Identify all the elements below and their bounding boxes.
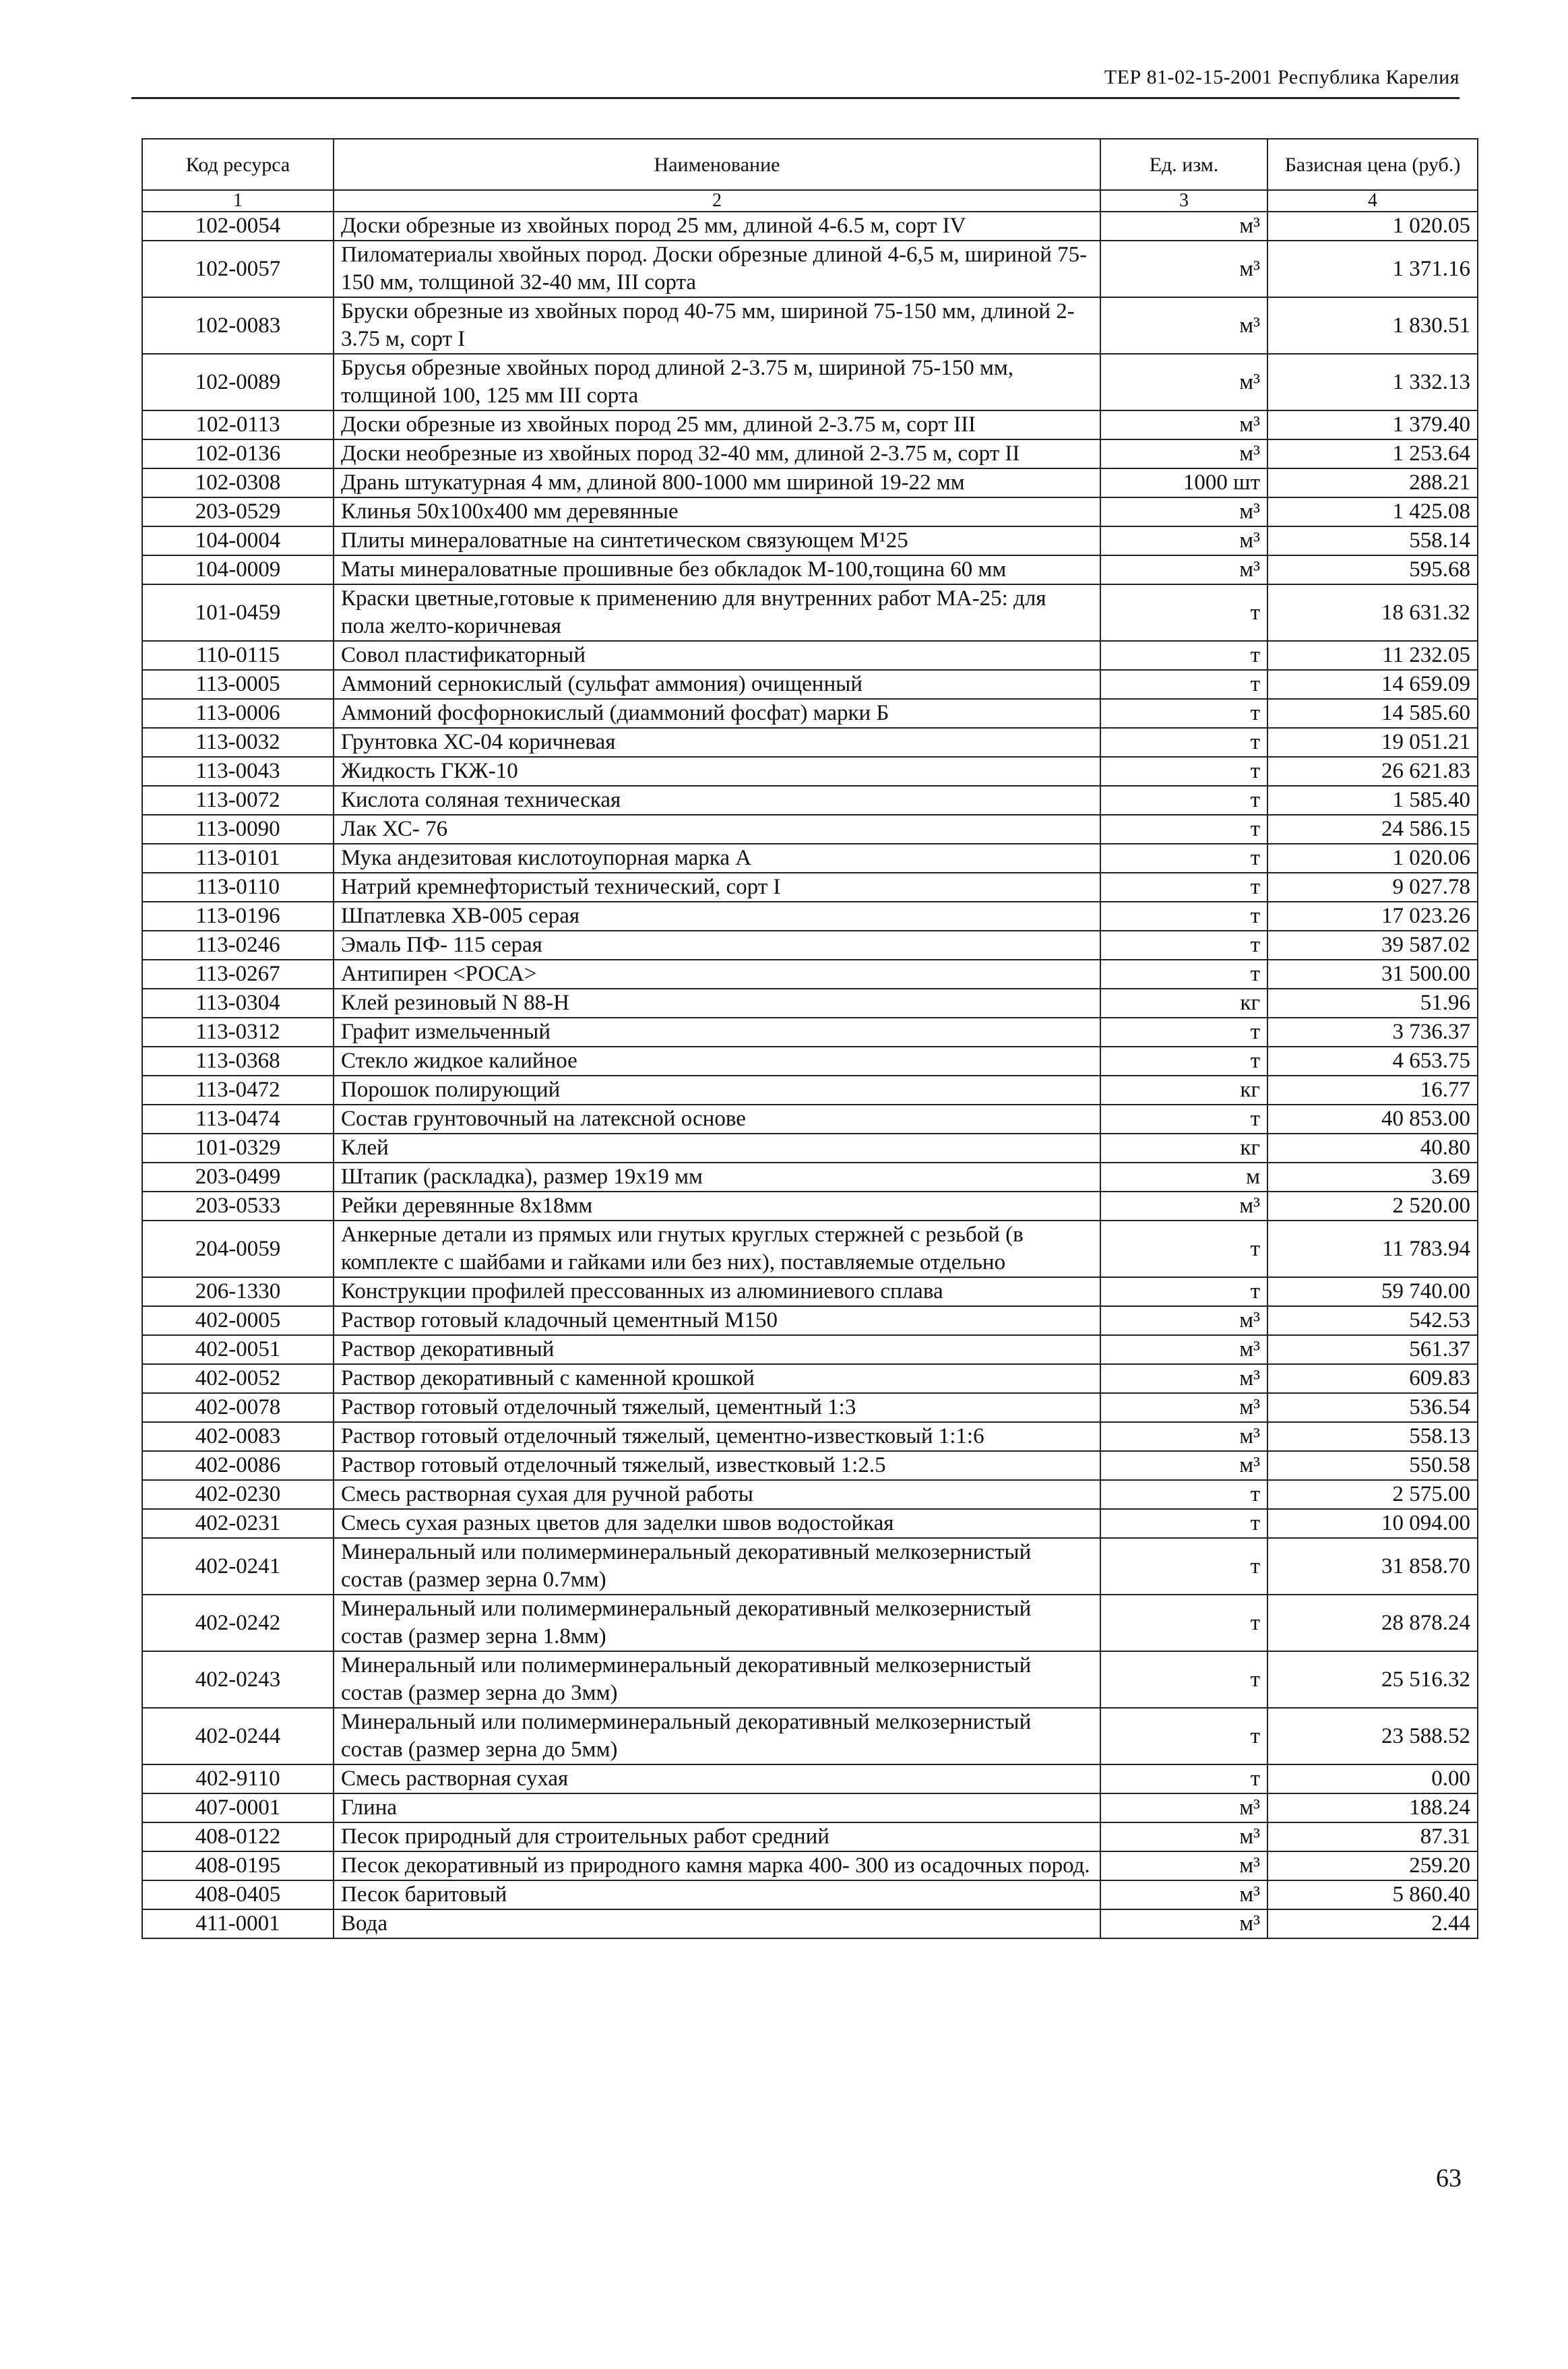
resource-code: 402-0242 xyxy=(142,1595,334,1651)
resource-name: Минеральный или полимерминеральный декоративный мелкозернистый состав (размер зерна до 3мм) xyxy=(334,1651,1100,1708)
resource-unit: т xyxy=(1100,1221,1267,1277)
resource-code: 104-0004 xyxy=(142,526,334,555)
resource-code: 402-0078 xyxy=(142,1393,334,1422)
resource-code: 402-0051 xyxy=(142,1335,334,1364)
resource-unit: т xyxy=(1100,931,1267,960)
resource-unit: т xyxy=(1100,641,1267,670)
table-row xyxy=(142,1277,1478,1306)
table-row xyxy=(142,1822,1478,1851)
header-unit: Ед. изм. xyxy=(1100,139,1267,190)
resource-name: Дрань штукатурная 4 мм, длиной 800-1000 мм шириной 19-22 мм xyxy=(334,468,1100,497)
table-row xyxy=(142,873,1478,902)
table-row xyxy=(142,1163,1478,1192)
resource-code: 203-0529 xyxy=(142,497,334,526)
resource-unit: т xyxy=(1100,1480,1267,1509)
resource-price: 59 740.00 xyxy=(1267,1277,1478,1306)
resource-code: 102-0308 xyxy=(142,468,334,497)
resource-unit: т xyxy=(1100,1595,1267,1651)
resource-name: Песок декоративный из природного камня марка 400- 300 из осадочных пород. xyxy=(334,1851,1100,1880)
table-row xyxy=(142,1047,1478,1076)
resource-unit: т xyxy=(1100,757,1267,786)
resource-price: 31 858.70 xyxy=(1267,1538,1478,1595)
table-row xyxy=(142,902,1478,931)
resource-price: 17 023.26 xyxy=(1267,902,1478,931)
resource-name: Глина xyxy=(334,1793,1100,1822)
resource-name: Брусья обрезные хвойных пород длиной 2-3.75 м, шириной 75-150 мм, толщиной 100, 125 мм III сорта xyxy=(334,354,1100,410)
resource-name: Смесь сухая разных цветов для заделки швов водостойкая xyxy=(334,1509,1100,1538)
table-row xyxy=(142,989,1478,1018)
resource-name: Минеральный или полимерминеральный декоративный мелкозернистый состав (размер зерна до 5мм) xyxy=(334,1708,1100,1764)
resource-name: Лак ХС- 76 xyxy=(334,815,1100,844)
resource-code: 113-0043 xyxy=(142,757,334,786)
resource-unit: м³ xyxy=(1100,1822,1267,1851)
table-row xyxy=(142,497,1478,526)
resource-price: 1 253.64 xyxy=(1267,439,1478,468)
resource-price: 3.69 xyxy=(1267,1163,1478,1192)
resource-unit: т xyxy=(1100,844,1267,873)
table-row xyxy=(142,844,1478,873)
resource-unit: м³ xyxy=(1100,555,1267,584)
resource-code: 203-0499 xyxy=(142,1163,334,1192)
column-number-row xyxy=(142,190,1478,212)
resource-code: 408-0195 xyxy=(142,1851,334,1880)
resource-name: Минеральный или полимерминеральный декоративный мелкозернистый состав (размер зерна 1.8мм) xyxy=(334,1595,1100,1651)
table-row xyxy=(142,1651,1478,1708)
resource-name: Доски обрезные из хвойных пород 25 мм, длиной 2-3.75 м, сорт III xyxy=(334,410,1100,439)
resource-name: Клинья 50х100х400 мм деревянные xyxy=(334,497,1100,526)
resource-price: 10 094.00 xyxy=(1267,1509,1478,1538)
resource-unit: м³ xyxy=(1100,497,1267,526)
resource-price: 26 621.83 xyxy=(1267,757,1478,786)
resource-code: 113-0032 xyxy=(142,728,334,757)
resource-name: Клей xyxy=(334,1134,1100,1163)
resource-code: 113-0090 xyxy=(142,815,334,844)
table-header-row xyxy=(142,139,1478,190)
table-row xyxy=(142,1364,1478,1393)
header-code: Код ресурса xyxy=(142,139,334,190)
table-row xyxy=(142,1105,1478,1134)
resource-name: Раствор готовый отделочный тяжелый, известковый 1:2.5 xyxy=(334,1451,1100,1480)
resource-price: 550.58 xyxy=(1267,1451,1478,1480)
resource-code: 113-0246 xyxy=(142,931,334,960)
resource-code: 110-0115 xyxy=(142,641,334,670)
resource-unit: м³ xyxy=(1100,1851,1267,1880)
table-row xyxy=(142,241,1478,297)
resource-unit: т xyxy=(1100,1509,1267,1538)
resource-code: 102-0136 xyxy=(142,439,334,468)
resource-unit: м³ xyxy=(1100,1306,1267,1335)
resource-name: Песок баритовый xyxy=(334,1880,1100,1909)
resource-code: 203-0533 xyxy=(142,1192,334,1221)
resource-unit: т xyxy=(1100,728,1267,757)
resource-code: 102-0089 xyxy=(142,354,334,410)
document-header-title: ТЕР 81-02-15-2001 Республика Карелия xyxy=(1104,66,1460,88)
resource-price: 3 736.37 xyxy=(1267,1018,1478,1047)
resource-price: 18 631.32 xyxy=(1267,584,1478,641)
resource-name: Краски цветные,готовые к применению для внутренних работ МА-25: для пола желто-коричневая xyxy=(334,584,1100,641)
resource-unit: м³ xyxy=(1100,1192,1267,1221)
resource-code: 113-0005 xyxy=(142,670,334,699)
resource-code: 101-0329 xyxy=(142,1134,334,1163)
table-row xyxy=(142,1509,1478,1538)
resource-unit: м³ xyxy=(1100,526,1267,555)
resource-unit: м³ xyxy=(1100,241,1267,297)
resource-name: Раствор декоративный xyxy=(334,1335,1100,1364)
table-row xyxy=(142,526,1478,555)
resource-unit: м³ xyxy=(1100,1451,1267,1480)
resource-unit: т xyxy=(1100,960,1267,989)
resource-code: 102-0113 xyxy=(142,410,334,439)
resource-name: Графит измельченный xyxy=(334,1018,1100,1047)
resource-name: Раствор декоративный с каменной крошкой xyxy=(334,1364,1100,1393)
resource-price: 23 588.52 xyxy=(1267,1708,1478,1764)
table-row xyxy=(142,410,1478,439)
table-row xyxy=(142,1076,1478,1105)
resource-unit: м³ xyxy=(1100,354,1267,410)
resource-name: Песок природный для строительных работ средний xyxy=(334,1822,1100,1851)
resource-code: 113-0006 xyxy=(142,699,334,728)
resource-code: 104-0009 xyxy=(142,555,334,584)
resource-code: 402-0244 xyxy=(142,1708,334,1764)
resource-price: 188.24 xyxy=(1267,1793,1478,1822)
resource-price: 558.13 xyxy=(1267,1422,1478,1451)
table-row xyxy=(142,786,1478,815)
resource-code: 113-0072 xyxy=(142,786,334,815)
resource-unit: т xyxy=(1100,699,1267,728)
header-price: Базисная цена (руб.) xyxy=(1267,139,1478,190)
resource-price: 1 379.40 xyxy=(1267,410,1478,439)
resource-unit: кг xyxy=(1100,989,1267,1018)
resource-code: 204-0059 xyxy=(142,1221,334,1277)
resource-unit: м³ xyxy=(1100,1422,1267,1451)
resource-price: 561.37 xyxy=(1267,1335,1478,1364)
resource-unit: т xyxy=(1100,1047,1267,1076)
table-row xyxy=(142,1793,1478,1822)
table-row xyxy=(142,1422,1478,1451)
resource-name: Кислота соляная техническая xyxy=(334,786,1100,815)
resource-name: Жидкость ГКЖ-10 xyxy=(334,757,1100,786)
resource-code: 113-0267 xyxy=(142,960,334,989)
resource-price: 542.53 xyxy=(1267,1306,1478,1335)
table-row xyxy=(142,1335,1478,1364)
resource-code: 206-1330 xyxy=(142,1277,334,1306)
resource-price: 1 332.13 xyxy=(1267,354,1478,410)
table-row xyxy=(142,815,1478,844)
resource-price: 2 575.00 xyxy=(1267,1480,1478,1509)
resource-code: 408-0122 xyxy=(142,1822,334,1851)
header-name: Наименование xyxy=(334,139,1100,190)
table-row xyxy=(142,1595,1478,1651)
resource-unit: т xyxy=(1100,1764,1267,1793)
table-row xyxy=(142,1306,1478,1335)
table-row xyxy=(142,699,1478,728)
resource-price: 31 500.00 xyxy=(1267,960,1478,989)
resource-code: 402-0241 xyxy=(142,1538,334,1595)
resource-name: Анкерные детали из прямых или гнутых круглых стержней с резьбой (в комплекте с шайбами и гайками или без них), поставляемые отдельно xyxy=(334,1221,1100,1277)
table-row xyxy=(142,1018,1478,1047)
resource-name: Вода xyxy=(334,1909,1100,1938)
resource-price: 24 586.15 xyxy=(1267,815,1478,844)
resource-price: 40.80 xyxy=(1267,1134,1478,1163)
resource-code: 411-0001 xyxy=(142,1909,334,1938)
resource-price-table xyxy=(142,138,1478,1939)
table-row xyxy=(142,1393,1478,1422)
resource-unit: м³ xyxy=(1100,1793,1267,1822)
resource-price: 536.54 xyxy=(1267,1393,1478,1422)
table-row xyxy=(142,757,1478,786)
resource-name: Грунтовка ХС-04 коричневая xyxy=(334,728,1100,757)
table-row xyxy=(142,1480,1478,1509)
resource-price: 51.96 xyxy=(1267,989,1478,1018)
resource-price: 288.21 xyxy=(1267,468,1478,497)
resource-price: 19 051.21 xyxy=(1267,728,1478,757)
resource-code: 402-0243 xyxy=(142,1651,334,1708)
resource-price: 14 659.09 xyxy=(1267,670,1478,699)
resource-unit: м³ xyxy=(1100,1335,1267,1364)
resource-name: Рейки деревянные 8х18мм xyxy=(334,1192,1100,1221)
resource-price: 0.00 xyxy=(1267,1764,1478,1793)
resource-price: 595.68 xyxy=(1267,555,1478,584)
column-number: 1 xyxy=(142,190,334,212)
resource-price: 609.83 xyxy=(1267,1364,1478,1393)
resource-unit: кг xyxy=(1100,1076,1267,1105)
resource-code: 402-9110 xyxy=(142,1764,334,1793)
resource-price: 14 585.60 xyxy=(1267,699,1478,728)
resource-price: 5 860.40 xyxy=(1267,1880,1478,1909)
resource-price: 1 020.05 xyxy=(1267,212,1478,241)
resource-unit: кг xyxy=(1100,1134,1267,1163)
resource-unit: т xyxy=(1100,1651,1267,1708)
table-row xyxy=(142,931,1478,960)
resource-code: 113-0312 xyxy=(142,1018,334,1047)
resource-name: Конструкции профилей прессованных из алюминиевого сплава xyxy=(334,1277,1100,1306)
resource-name: Аммоний фосфорнокислый (диаммоний фосфат) марки Б xyxy=(334,699,1100,728)
resource-name: Доски необрезные из хвойных пород 32-40 мм, длиной 2-3.75 м, сорт II xyxy=(334,439,1100,468)
resource-unit: т xyxy=(1100,1105,1267,1134)
resource-name: Состав грунтовочный на латексной основе xyxy=(334,1105,1100,1134)
table-row xyxy=(142,297,1478,354)
resource-unit: т xyxy=(1100,584,1267,641)
table-row xyxy=(142,670,1478,699)
resource-name: Бруски обрезные из хвойных пород 40-75 мм, шириной 75-150 мм, длиной 2-3.75 м, сорт I xyxy=(334,297,1100,354)
resource-unit: т xyxy=(1100,1538,1267,1595)
resource-price: 39 587.02 xyxy=(1267,931,1478,960)
resource-code: 113-0101 xyxy=(142,844,334,873)
resource-price: 9 027.78 xyxy=(1267,873,1478,902)
resource-name: Смесь растворная сухая для ручной работы xyxy=(334,1480,1100,1509)
table-row xyxy=(142,1538,1478,1595)
resource-price: 1 020.06 xyxy=(1267,844,1478,873)
table-row xyxy=(142,1909,1478,1938)
resource-name: Раствор готовый отделочный тяжелый, цементно-известковый 1:1:6 xyxy=(334,1422,1100,1451)
resource-name: Стекло жидкое калийное xyxy=(334,1047,1100,1076)
table-row xyxy=(142,555,1478,584)
resource-code: 113-0474 xyxy=(142,1105,334,1134)
table-row xyxy=(142,1221,1478,1277)
resource-unit: 1000 шт xyxy=(1100,468,1267,497)
column-number: 2 xyxy=(334,190,1100,212)
resource-unit: т xyxy=(1100,1708,1267,1764)
resource-price: 25 516.32 xyxy=(1267,1651,1478,1708)
resource-name: Раствор готовый кладочный цементный М150 xyxy=(334,1306,1100,1335)
table-body xyxy=(142,212,1478,1938)
resource-price: 1 830.51 xyxy=(1267,297,1478,354)
table-row xyxy=(142,354,1478,410)
resource-code: 113-0304 xyxy=(142,989,334,1018)
resource-code: 113-0110 xyxy=(142,873,334,902)
table-row xyxy=(142,1451,1478,1480)
resource-price: 1 585.40 xyxy=(1267,786,1478,815)
resource-code: 408-0405 xyxy=(142,1880,334,1909)
resource-unit: м³ xyxy=(1100,410,1267,439)
resource-price: 558.14 xyxy=(1267,526,1478,555)
resource-name: Плиты минераловатные на синтетическом связующем М¹25 xyxy=(334,526,1100,555)
column-number: 3 xyxy=(1100,190,1267,212)
resource-code: 113-0368 xyxy=(142,1047,334,1076)
resource-name: Антипирен <РОСА> xyxy=(334,960,1100,989)
resource-price: 87.31 xyxy=(1267,1822,1478,1851)
table-row xyxy=(142,1134,1478,1163)
resource-code: 402-0086 xyxy=(142,1451,334,1480)
resource-code: 102-0057 xyxy=(142,241,334,297)
table-row xyxy=(142,641,1478,670)
resource-price: 1 371.16 xyxy=(1267,241,1478,297)
resource-unit: м³ xyxy=(1100,439,1267,468)
header-rule xyxy=(131,97,1460,99)
resource-name: Аммоний сернокислый (сульфат аммония) очищенный xyxy=(334,670,1100,699)
resource-unit: т xyxy=(1100,670,1267,699)
resource-price: 28 878.24 xyxy=(1267,1595,1478,1651)
resource-unit: т xyxy=(1100,1277,1267,1306)
resource-name: Совол пластификаторный xyxy=(334,641,1100,670)
table-row xyxy=(142,1192,1478,1221)
resource-unit: т xyxy=(1100,1018,1267,1047)
resource-unit: т xyxy=(1100,815,1267,844)
table-row xyxy=(142,584,1478,641)
resource-name: Мука андезитовая кислотоупорная марка А xyxy=(334,844,1100,873)
table-row xyxy=(142,728,1478,757)
resource-code: 402-0083 xyxy=(142,1422,334,1451)
resource-price: 1 425.08 xyxy=(1267,497,1478,526)
resource-name: Смесь растворная сухая xyxy=(334,1764,1100,1793)
resource-code: 402-0231 xyxy=(142,1509,334,1538)
resource-unit: м³ xyxy=(1100,1364,1267,1393)
resource-code: 113-0472 xyxy=(142,1076,334,1105)
resource-code: 113-0196 xyxy=(142,902,334,931)
resource-code: 402-0230 xyxy=(142,1480,334,1509)
resource-unit: м³ xyxy=(1100,297,1267,354)
resource-name: Клей резиновый N 88-Н xyxy=(334,989,1100,1018)
resource-code: 402-0005 xyxy=(142,1306,334,1335)
table-row xyxy=(142,212,1478,241)
resource-code: 102-0083 xyxy=(142,297,334,354)
resource-name: Шпатлевка ХВ-005 серая xyxy=(334,902,1100,931)
resource-unit: м³ xyxy=(1100,212,1267,241)
resource-unit: т xyxy=(1100,902,1267,931)
resource-name: Порошок полирующий xyxy=(334,1076,1100,1105)
table-row xyxy=(142,960,1478,989)
resource-name: Минеральный или полимерминеральный декоративный мелкозернистый состав (размер зерна 0.7мм) xyxy=(334,1538,1100,1595)
resource-price: 40 853.00 xyxy=(1267,1105,1478,1134)
resource-name: Раствор готовый отделочный тяжелый, цементный 1:3 xyxy=(334,1393,1100,1422)
table-row xyxy=(142,439,1478,468)
resource-code: 407-0001 xyxy=(142,1793,334,1822)
resource-price: 11 232.05 xyxy=(1267,641,1478,670)
column-number: 4 xyxy=(1267,190,1478,212)
page-number: 63 xyxy=(1436,2164,1462,2192)
resource-price: 2 520.00 xyxy=(1267,1192,1478,1221)
resource-unit: т xyxy=(1100,786,1267,815)
resource-code: 101-0459 xyxy=(142,584,334,641)
resource-code: 402-0052 xyxy=(142,1364,334,1393)
resource-name: Доски обрезные из хвойных пород 25 мм, длиной 4-6.5 м, сорт IV xyxy=(334,212,1100,241)
resource-price: 16.77 xyxy=(1267,1076,1478,1105)
resource-name: Пиломатериалы хвойных пород. Доски обрезные длиной 4-6,5 м, шириной 75-150 мм, толщиной 32-40 мм, III сорта xyxy=(334,241,1100,297)
resource-unit: м³ xyxy=(1100,1393,1267,1422)
resource-name: Натрий кремнефтористый технический, сорт I xyxy=(334,873,1100,902)
resource-price: 259.20 xyxy=(1267,1851,1478,1880)
resource-name: Штапик (раскладка), размер 19х19 мм xyxy=(334,1163,1100,1192)
resource-unit: т xyxy=(1100,873,1267,902)
table-row xyxy=(142,1880,1478,1909)
table-row xyxy=(142,1708,1478,1764)
resource-unit: м³ xyxy=(1100,1880,1267,1909)
resource-price: 4 653.75 xyxy=(1267,1047,1478,1076)
table-row xyxy=(142,468,1478,497)
resource-unit: м xyxy=(1100,1163,1267,1192)
resource-code: 102-0054 xyxy=(142,212,334,241)
table-row xyxy=(142,1851,1478,1880)
resource-price: 2.44 xyxy=(1267,1909,1478,1938)
resource-name: Маты минераловатные прошивные без обкладок М-100,тощина 60 мм xyxy=(334,555,1100,584)
resource-price: 11 783.94 xyxy=(1267,1221,1478,1277)
resource-unit: м³ xyxy=(1100,1909,1267,1938)
resource-name: Эмаль ПФ- 115 серая xyxy=(334,931,1100,960)
table-row xyxy=(142,1764,1478,1793)
